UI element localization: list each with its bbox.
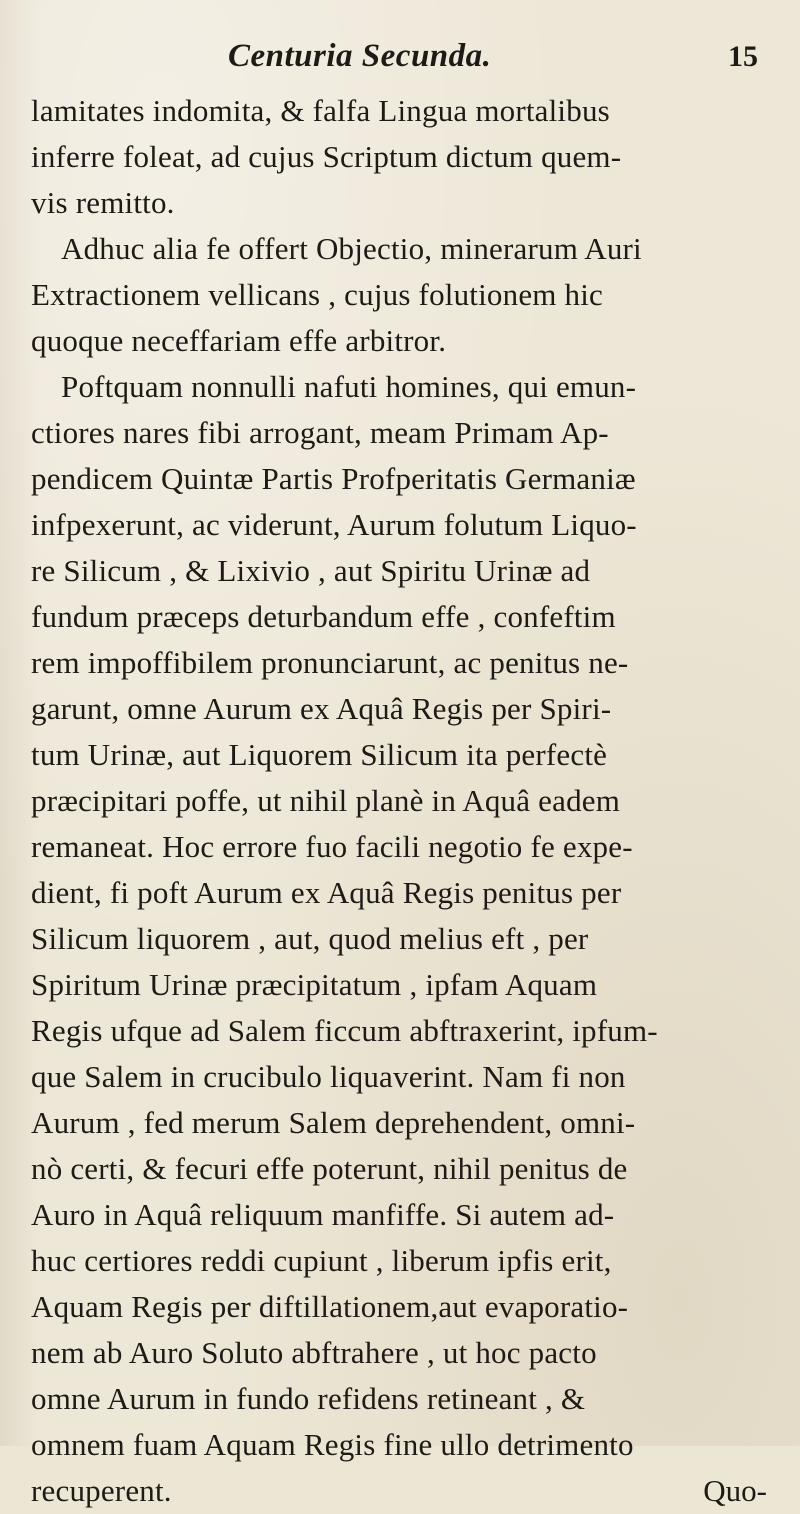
text-line: que Salem in crucibulo liquaverint. Nam fi non <box>31 1059 626 1094</box>
text-line: Auro in Aquâ reliquum manfiffe. Si autem ad- <box>31 1197 615 1232</box>
text-line: huc certiores reddi cupiunt , liberum ipfis erit, <box>31 1243 612 1278</box>
text-line: vis remitto. <box>31 185 175 220</box>
text-line: Extractionem vellicans , cujus folutionem hic <box>31 277 604 312</box>
text-line: Aquam Regis per diftillationem,aut evaporatio- <box>31 1289 629 1324</box>
text-line: fundum præceps deturbandum effe , confeftim <box>31 599 616 634</box>
text-line: nò certi, & fecuri effe poterunt, nihil penitus de <box>31 1151 628 1186</box>
text-line: omnem fuam Aquam Regis fine ullo detrimento <box>31 1427 634 1462</box>
text-line: Poftquam nonnulli nafuti homines, qui emun- <box>61 369 637 404</box>
text-line: pendicem Quintæ Partis Profperitatis Germaniæ <box>31 461 636 496</box>
text-line: Spiritum Urinæ præcipitatum , ipfam Aquam <box>31 967 598 1002</box>
text-line: lamitates indomita, & falfa Lingua mortalibus <box>31 93 610 128</box>
page-number: 15 <box>728 40 758 73</box>
text-line: Adhuc alia fe offert Objectio, minerarum Auri <box>61 231 642 266</box>
text-line: nem ab Auro Soluto abftrahere , ut hoc pacto <box>31 1335 597 1370</box>
text-line: re Silicum , & Lixivio , aut Spiritu Urinæ ad <box>31 553 591 588</box>
text-line: garunt, omne Aurum ex Aquâ Regis per Spiri- <box>31 691 612 726</box>
text-line: recuperent. <box>31 1473 172 1508</box>
text-line: quoque neceffariam effe arbitror. <box>31 323 447 358</box>
text-line: dient, fi poft Aurum ex Aquâ Regis penitus per <box>31 875 622 910</box>
text-line: omne Aurum in fundo refidens retineant , & <box>31 1381 586 1416</box>
text-line: remaneat. Hoc errore fuo facili negotio fe expe- <box>31 829 633 864</box>
text-line: rem impoffibilem pronunciarunt, ac penitus ne- <box>31 645 629 680</box>
running-title: Centuria Secunda. <box>228 38 492 74</box>
running-head <box>0 38 800 82</box>
catchword: Quo- <box>703 1473 767 1508</box>
text-line: præcipitari poffe, ut nihil planè in Aquâ eadem <box>31 783 621 818</box>
text-line: tum Urinæ, aut Liquorem Silicum ita perfectè <box>31 737 608 772</box>
text-line: infpexerunt, ac viderunt, Aurum folutum Liquo- <box>31 507 637 542</box>
text-line: Silicum liquorem , aut, quod melius eft , per <box>31 921 589 956</box>
text-line: Aurum , fed merum Salem deprehendent, omni- <box>31 1105 636 1140</box>
text-line: ctiores nares fibi arrogant, meam Primam Ap- <box>31 415 609 450</box>
text-line: Regis ufque ad Salem ficcum abftraxerint, ipfum- <box>31 1013 658 1048</box>
text-line: inferre foleat, ad cujus Scriptum dictum quem- <box>31 139 622 174</box>
